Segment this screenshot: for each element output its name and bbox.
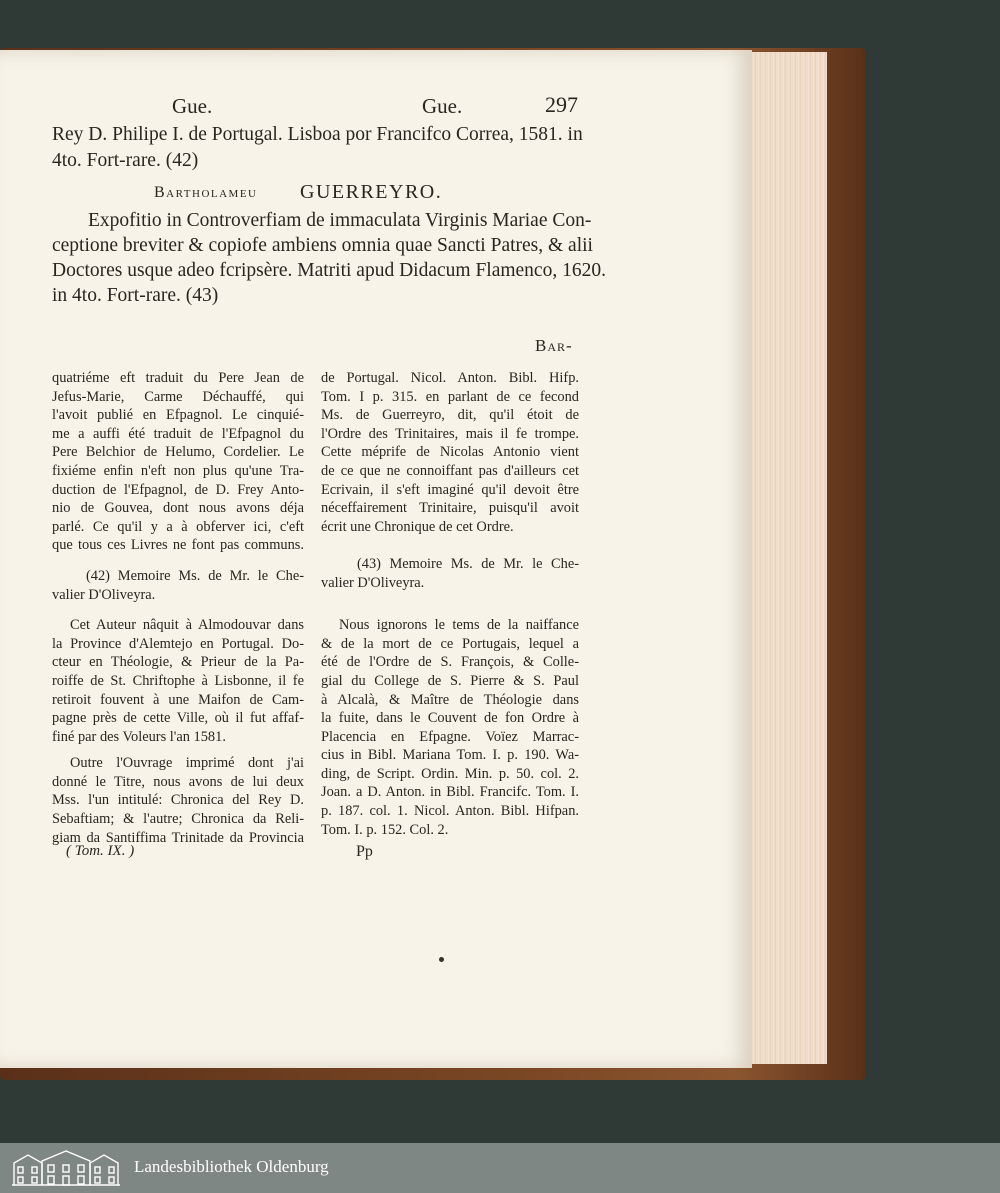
text-line: pagne près de cette Ville, où il fut affaf- (52, 710, 304, 727)
footnote-line: valier D'Oliveyra. (52, 586, 156, 603)
text-line: l'Ordre des Trinitaires, mais il fe trompe. (321, 425, 579, 442)
text-line: me a auffi été traduit de l'Efpagnol du (52, 425, 304, 442)
text-line: ding, de Script. Ordin. Min. p. 50. col. 2. (321, 765, 579, 782)
text-line: Jefus-Marie, Carme Déchauffé, qui (52, 388, 304, 405)
text-line: de Portugal. Nicol. Anton. Bibl. Hifp. (321, 370, 579, 386)
running-head-center: Gue. (422, 94, 463, 118)
text-line: à Alcalà, & Maître de Théologie dans (321, 691, 579, 708)
text-line: Pere Belchior de Helumo, Cordelier. Le (52, 444, 304, 461)
entry-line: in 4to. Fort-rare. (43) (52, 285, 219, 306)
text-line: Ms. de Guerreyro, dit, qu'il étoit de (321, 407, 579, 424)
signature-mark: Pp (356, 843, 373, 860)
text-line: la Province d'Alemtejo en Portugal. Do- (52, 635, 304, 652)
text-line: gial du College de S. Pierre & S. Paul (321, 672, 579, 689)
text-line: Ecrivain, il s'eft imaginé qu'il devoit être (321, 481, 579, 498)
text-line: Tom. I p. 315. en parlant de ce fecond (321, 388, 579, 405)
text-line: néceffairement Trinitaire, puisqu'il avoit (321, 500, 579, 517)
text-line: de ce que ne connoiffant pas d'ailleurs cet (321, 462, 579, 479)
text-line: écrit une Chronique de cet Ordre. (321, 518, 514, 535)
text-line: Placencia en Efpagne. Voïez Marrac- (321, 728, 579, 745)
text-line: nio de Gouvea, dont nous avons déja (52, 500, 304, 517)
running-head-left: Gue. (172, 94, 213, 118)
text-line: finé par des Voleurs l'an 1581. (52, 728, 226, 745)
author-surname: GUERREYRO. (300, 181, 443, 203)
text-line: été de l'Ordre de S. François, & Colle- (321, 654, 579, 671)
text-line: giam da Santiffima Trinitade da Provincia (52, 829, 304, 846)
text-line: Mss. l'un intitulé: Chronica del Rey D. (52, 792, 304, 809)
ink-dot (439, 957, 444, 962)
text-line: quatriéme eft traduit du Pere Jean de (52, 370, 304, 386)
page-edges (745, 52, 827, 1064)
entry-line: ceptione breviter & copiofe ambiens omnia quae Sancti Patres, & alii (52, 235, 593, 256)
text-line: donné le Titre, nous avons de lui deux (52, 773, 304, 790)
text-line: Tom. I. p. 152. Col. 2. (321, 821, 449, 838)
author-first-name: Bartholameu (154, 184, 258, 201)
text-line: Sebaftiam; & l'autre; Chronica da Reli- (52, 811, 304, 828)
text-line: Nous ignorons le tems de la naiffance (339, 617, 579, 634)
footnote-line: (43) Memoire Ms. de Mr. le Che- (357, 555, 579, 572)
text-line: cius in Bibl. Mariana Tom. I. p. 190. Wa- (321, 747, 579, 764)
text-line: fixiéme enfin n'eft non plus qu'une Tra- (52, 462, 304, 479)
text-line: Joan. a D. Anton. in Bibl. Francifc. Tom. I. (321, 784, 579, 801)
library-name: Landesbibliothek Oldenburg (134, 1157, 329, 1176)
text-line: Outre l'Ouvrage imprimé dont j'ai (70, 755, 304, 772)
text-line: duction de l'Efpagnol, de D. Frey Anto- (52, 481, 304, 498)
footnote-line: valier D'Oliveyra. (321, 574, 425, 591)
text-line: que tous ces Livres ne font pas communs. (52, 537, 304, 554)
text-line: p. 187. col. 1. Nicol. Anton. Bibl. Hifpan. (321, 803, 579, 820)
text-line: la fuite, dans le Couvent de fon Ordre à (321, 710, 579, 727)
text-line: retiroit fouvent à une Maifon de Cam- (52, 691, 304, 708)
library-building-logo-icon (10, 1149, 122, 1187)
entry-line: Doctores usque adeo fcripsère. Matriti apud Didacum Flamenco, 1620. (52, 260, 606, 281)
volume-marker: ( Tom. IX. ) (66, 843, 135, 859)
text-line: Cette méprife de Nicolas Antonio vient (321, 444, 579, 461)
text-line: & de la mort de ce Portugais, lequel a (321, 635, 579, 652)
intro-line: 4to. Fort-rare. (42) (52, 150, 199, 171)
left-column (52, 369, 304, 847)
catchword: Bar- (535, 336, 573, 355)
text-line: l'avoit publié en Efpagnol. Le cinquié- (52, 407, 304, 424)
text-line: Cet Auteur nâquit à Almodouvar dans (70, 617, 304, 634)
page-number: 297 (545, 92, 578, 117)
entry-line: Expofitio in Controverfiam de immaculata Virginis Mariae Con- (88, 210, 592, 231)
text-line: cteur en Théologie, & Prieur de la Pa- (52, 654, 304, 671)
text-line: roiffe de St. Chriftophe à Lisbonne, il fe (52, 672, 304, 689)
right-column (321, 369, 579, 839)
footnote-line: (42) Memoire Ms. de Mr. le Che- (86, 567, 304, 584)
intro-line: Rey D. Philipe I. de Portugal. Lisboa por Francifco Correa, 1581. in (52, 124, 583, 145)
text-line: parlé. Ce qu'il y a à obferver ici, c'eft (52, 518, 304, 535)
